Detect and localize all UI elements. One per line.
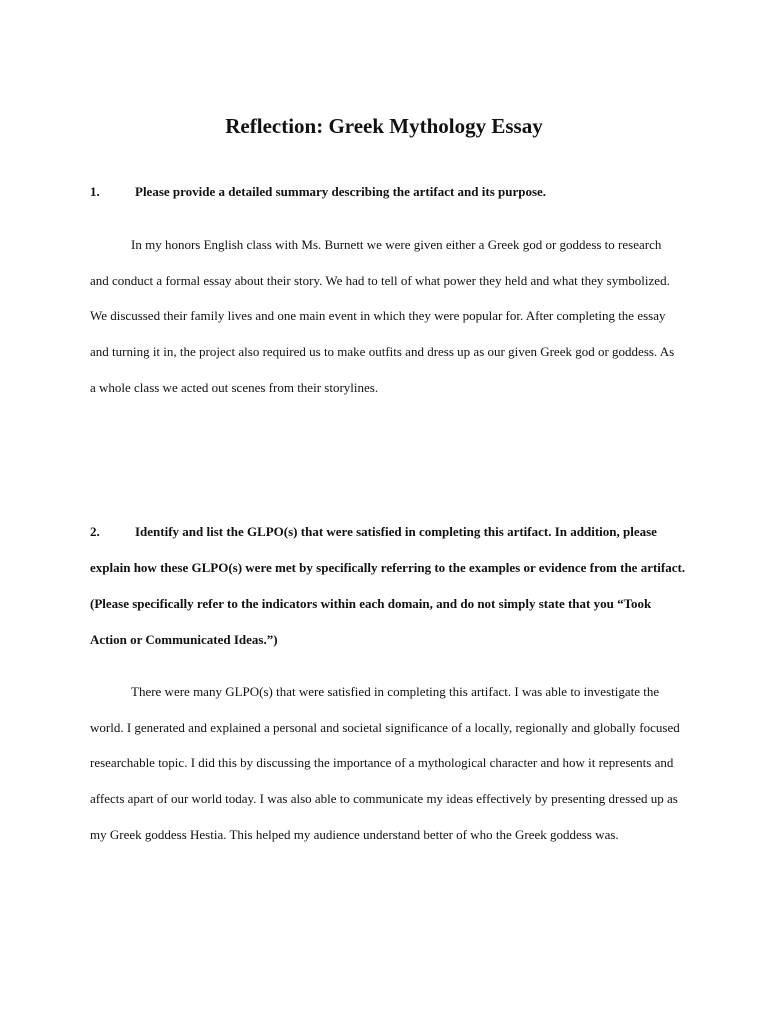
question-2-heading (90, 514, 690, 658)
question-1-prompt: Please provide a detailed summary describing the artifact and its purpose. (135, 184, 547, 199)
page-title: Reflection: Greek Mythology Essay (225, 114, 543, 138)
question-1-answer: In my honors English class with Ms. Burnett we were given either a Greek god or goddess to research and conduct a formal essay about their story. We had to tell of what power they held and what they symbolized. We discussed their family lives and one main event in which they were popular for. After completing the essay and turning it in, the project also required us to make outfits and dress up as our given Greek god or goddess. As a whole class we acted out scenes from their storylines. (90, 237, 675, 395)
question-1-heading (90, 174, 690, 210)
question-2-prompt: Identify and list the GLPO(s) that were satisfied in completing this artifact. In addition, please explain how these GLPO(s) were met by specifically referring to the examples or evidence from the artifact. (Please specifically refer to the indicators within each domain, and do not simply state that you “Took Action or Communicated Ideas.”) (90, 524, 686, 647)
question-2-answer: There were many GLPO(s) that were satisfied in completing this artifact. I was able to investigate the world. I generated and explained a personal and societal significance of a locally, regionally and globally focused researchable topic. I did this by discussing the importance of a mythological character and how it represents and affects apart of our world today. I was also able to communicate my ideas effectively by presenting dressed up as my Greek goddess Hestia. This helped my audience understand better of who the Greek goddess was. (90, 684, 680, 842)
question-1-number: 1. (90, 184, 100, 199)
question-2-number: 2. (90, 524, 100, 539)
